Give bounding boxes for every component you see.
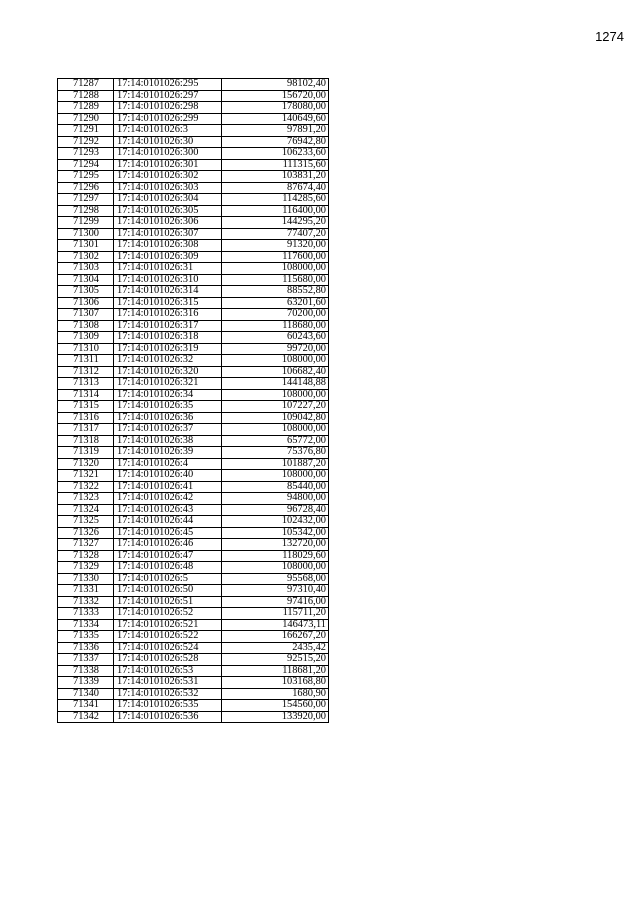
cadastral-value-cell: 118680,00 bbox=[222, 320, 329, 332]
table-row bbox=[58, 435, 329, 447]
table-row bbox=[58, 263, 329, 275]
cadastral-value-cell: 65772,00 bbox=[222, 435, 329, 447]
row-number-cell: 71332 bbox=[58, 596, 114, 608]
table-row bbox=[58, 608, 329, 620]
cadastral-value-cell: 103168,80 bbox=[222, 677, 329, 689]
table-row bbox=[58, 205, 329, 217]
cadastral-number-cell: 17:14:0101026:32 bbox=[114, 355, 222, 367]
cadastral-value-cell: 91320,00 bbox=[222, 240, 329, 252]
table-row bbox=[58, 642, 329, 654]
row-number-cell: 71311 bbox=[58, 355, 114, 367]
cadastral-number-cell: 17:14:0101026:34 bbox=[114, 389, 222, 401]
cadastral-number-cell: 17:14:0101026:35 bbox=[114, 401, 222, 413]
cadastral-value-cell: 114285,60 bbox=[222, 194, 329, 206]
cadastral-value-cell: 144148,88 bbox=[222, 378, 329, 390]
cadastral-value-table bbox=[57, 78, 329, 723]
cadastral-value-cell: 99720,00 bbox=[222, 343, 329, 355]
cadastral-number-cell: 17:14:0101026:3 bbox=[114, 125, 222, 137]
cadastral-number-cell: 17:14:0101026:36 bbox=[114, 412, 222, 424]
cadastral-number-cell: 17:14:0101026:302 bbox=[114, 171, 222, 183]
table-row bbox=[58, 286, 329, 298]
row-number-cell: 71309 bbox=[58, 332, 114, 344]
cadastral-number-cell: 17:14:0101026:524 bbox=[114, 642, 222, 654]
row-number-cell: 71294 bbox=[58, 159, 114, 171]
cadastral-value-cell: 108000,00 bbox=[222, 263, 329, 275]
row-number-cell: 71291 bbox=[58, 125, 114, 137]
row-number-cell: 71325 bbox=[58, 516, 114, 528]
cadastral-value-cell: 140649,60 bbox=[222, 113, 329, 125]
cadastral-value-cell: 108000,00 bbox=[222, 389, 329, 401]
cadastral-number-cell: 17:14:0101026:535 bbox=[114, 700, 222, 712]
cadastral-value-cell: 118029,60 bbox=[222, 550, 329, 562]
cadastral-value-cell: 1680,90 bbox=[222, 688, 329, 700]
cadastral-value-cell: 60243,60 bbox=[222, 332, 329, 344]
cadastral-value-cell: 88552,80 bbox=[222, 286, 329, 298]
cadastral-number-cell: 17:14:0101026:305 bbox=[114, 205, 222, 217]
row-number-cell: 71317 bbox=[58, 424, 114, 436]
table-row bbox=[58, 79, 329, 91]
row-number-cell: 71307 bbox=[58, 309, 114, 321]
cadastral-value-cell: 107227,20 bbox=[222, 401, 329, 413]
table-row bbox=[58, 504, 329, 516]
row-number-cell: 71337 bbox=[58, 654, 114, 666]
row-number-cell: 71341 bbox=[58, 700, 114, 712]
cadastral-number-cell: 17:14:0101026:532 bbox=[114, 688, 222, 700]
cadastral-value-cell: 105342,00 bbox=[222, 527, 329, 539]
row-number-cell: 71314 bbox=[58, 389, 114, 401]
row-number-cell: 71335 bbox=[58, 631, 114, 643]
page-number: 1274 bbox=[595, 29, 624, 44]
cadastral-value-cell: 144295,20 bbox=[222, 217, 329, 229]
table-row bbox=[58, 665, 329, 677]
cadastral-number-cell: 17:14:0101026:43 bbox=[114, 504, 222, 516]
row-number-cell: 71305 bbox=[58, 286, 114, 298]
row-number-cell: 71331 bbox=[58, 585, 114, 597]
table-row bbox=[58, 251, 329, 263]
cadastral-value-cell: 115711,20 bbox=[222, 608, 329, 620]
cadastral-value-cell: 132720,00 bbox=[222, 539, 329, 551]
row-number-cell: 71287 bbox=[58, 79, 114, 91]
row-number-cell: 71334 bbox=[58, 619, 114, 631]
cadastral-value-cell: 70200,00 bbox=[222, 309, 329, 321]
table-row bbox=[58, 297, 329, 309]
table-row bbox=[58, 343, 329, 355]
cadastral-number-cell: 17:14:0101026:310 bbox=[114, 274, 222, 286]
table-row bbox=[58, 573, 329, 585]
cadastral-value-cell: 103831,20 bbox=[222, 171, 329, 183]
row-number-cell: 71292 bbox=[58, 136, 114, 148]
table-row bbox=[58, 677, 329, 689]
cadastral-value-cell: 102432,00 bbox=[222, 516, 329, 528]
cadastral-number-cell: 17:14:0101026:307 bbox=[114, 228, 222, 240]
table-row bbox=[58, 493, 329, 505]
cadastral-number-cell: 17:14:0101026:300 bbox=[114, 148, 222, 160]
table-row bbox=[58, 125, 329, 137]
cadastral-value-cell: 92515,20 bbox=[222, 654, 329, 666]
cadastral-value-cell: 97310,40 bbox=[222, 585, 329, 597]
table-row bbox=[58, 148, 329, 160]
cadastral-value-cell: 166267,20 bbox=[222, 631, 329, 643]
table-row bbox=[58, 355, 329, 367]
row-number-cell: 71312 bbox=[58, 366, 114, 378]
row-number-cell: 71306 bbox=[58, 297, 114, 309]
table-row bbox=[58, 389, 329, 401]
row-number-cell: 71293 bbox=[58, 148, 114, 160]
cadastral-number-cell: 17:14:0101026:319 bbox=[114, 343, 222, 355]
cadastral-value-cell: 63201,60 bbox=[222, 297, 329, 309]
row-number-cell: 71303 bbox=[58, 263, 114, 275]
table-row bbox=[58, 447, 329, 459]
cadastral-value-cell: 85440,00 bbox=[222, 481, 329, 493]
table-row bbox=[58, 171, 329, 183]
row-number-cell: 71299 bbox=[58, 217, 114, 229]
cadastral-number-cell: 17:14:0101026:53 bbox=[114, 665, 222, 677]
cadastral-value-cell: 108000,00 bbox=[222, 424, 329, 436]
row-number-cell: 71326 bbox=[58, 527, 114, 539]
cadastral-number-cell: 17:14:0101026:521 bbox=[114, 619, 222, 631]
cadastral-value-cell: 115680,00 bbox=[222, 274, 329, 286]
row-number-cell: 71342 bbox=[58, 711, 114, 723]
cadastral-number-cell: 17:14:0101026:317 bbox=[114, 320, 222, 332]
row-number-cell: 71304 bbox=[58, 274, 114, 286]
cadastral-number-cell: 17:14:0101026:51 bbox=[114, 596, 222, 608]
row-number-cell: 71329 bbox=[58, 562, 114, 574]
cadastral-number-cell: 17:14:0101026:298 bbox=[114, 102, 222, 114]
cadastral-value-cell: 2435,42 bbox=[222, 642, 329, 654]
row-number-cell: 71301 bbox=[58, 240, 114, 252]
table-row bbox=[58, 136, 329, 148]
table-row bbox=[58, 401, 329, 413]
cadastral-value-cell: 108000,00 bbox=[222, 470, 329, 482]
row-number-cell: 71313 bbox=[58, 378, 114, 390]
row-number-cell: 71290 bbox=[58, 113, 114, 125]
cadastral-number-cell: 17:14:0101026:308 bbox=[114, 240, 222, 252]
row-number-cell: 71338 bbox=[58, 665, 114, 677]
cadastral-number-cell: 17:14:0101026:522 bbox=[114, 631, 222, 643]
table-row bbox=[58, 217, 329, 229]
table-row bbox=[58, 562, 329, 574]
table-row bbox=[58, 596, 329, 608]
cadastral-value-cell: 98102,40 bbox=[222, 79, 329, 91]
row-number-cell: 71319 bbox=[58, 447, 114, 459]
table-row bbox=[58, 159, 329, 171]
cadastral-number-cell: 17:14:0101026:31 bbox=[114, 263, 222, 275]
cadastral-value-cell: 97891,20 bbox=[222, 125, 329, 137]
row-number-cell: 71308 bbox=[58, 320, 114, 332]
row-number-cell: 71318 bbox=[58, 435, 114, 447]
table-row bbox=[58, 585, 329, 597]
row-number-cell: 71316 bbox=[58, 412, 114, 424]
cadastral-value-cell: 108000,00 bbox=[222, 355, 329, 367]
row-number-cell: 71321 bbox=[58, 470, 114, 482]
table-row bbox=[58, 113, 329, 125]
table-row bbox=[58, 412, 329, 424]
table-row bbox=[58, 102, 329, 114]
cadastral-value-cell: 75376,80 bbox=[222, 447, 329, 459]
table-row bbox=[58, 458, 329, 470]
cadastral-number-cell: 17:14:0101026:5 bbox=[114, 573, 222, 585]
row-number-cell: 71340 bbox=[58, 688, 114, 700]
cadastral-number-cell: 17:14:0101026:4 bbox=[114, 458, 222, 470]
cadastral-number-cell: 17:14:0101026:531 bbox=[114, 677, 222, 689]
table-row bbox=[58, 194, 329, 206]
table-row bbox=[58, 274, 329, 286]
table-row bbox=[58, 182, 329, 194]
cadastral-number-cell: 17:14:0101026:309 bbox=[114, 251, 222, 263]
row-number-cell: 71288 bbox=[58, 90, 114, 102]
row-number-cell: 71324 bbox=[58, 504, 114, 516]
cadastral-number-cell: 17:14:0101026:303 bbox=[114, 182, 222, 194]
row-number-cell: 71328 bbox=[58, 550, 114, 562]
cadastral-number-cell: 17:14:0101026:38 bbox=[114, 435, 222, 447]
table-row bbox=[58, 481, 329, 493]
cadastral-value-cell: 87674,40 bbox=[222, 182, 329, 194]
row-number-cell: 71333 bbox=[58, 608, 114, 620]
table-row bbox=[58, 366, 329, 378]
row-number-cell: 71289 bbox=[58, 102, 114, 114]
cadastral-number-cell: 17:14:0101026:297 bbox=[114, 90, 222, 102]
cadastral-value-cell: 97416,00 bbox=[222, 596, 329, 608]
row-number-cell: 71336 bbox=[58, 642, 114, 654]
row-number-cell: 71298 bbox=[58, 205, 114, 217]
cadastral-number-cell: 17:14:0101026:304 bbox=[114, 194, 222, 206]
cadastral-number-cell: 17:14:0101026:47 bbox=[114, 550, 222, 562]
cadastral-number-cell: 17:14:0101026:40 bbox=[114, 470, 222, 482]
cadastral-number-cell: 17:14:0101026:46 bbox=[114, 539, 222, 551]
row-number-cell: 71315 bbox=[58, 401, 114, 413]
cadastral-number-cell: 17:14:0101026:45 bbox=[114, 527, 222, 539]
table-row bbox=[58, 711, 329, 723]
cadastral-value-cell: 156720,00 bbox=[222, 90, 329, 102]
cadastral-value-cell: 96728,40 bbox=[222, 504, 329, 516]
table-row bbox=[58, 470, 329, 482]
table-row bbox=[58, 240, 329, 252]
cadastral-value-cell: 178080,00 bbox=[222, 102, 329, 114]
cadastral-value-cell: 116400,00 bbox=[222, 205, 329, 217]
cadastral-number-cell: 17:14:0101026:42 bbox=[114, 493, 222, 505]
cadastral-value-cell: 106682,40 bbox=[222, 366, 329, 378]
row-number-cell: 71327 bbox=[58, 539, 114, 551]
row-number-cell: 71296 bbox=[58, 182, 114, 194]
row-number-cell: 71330 bbox=[58, 573, 114, 585]
cadastral-number-cell: 17:14:0101026:37 bbox=[114, 424, 222, 436]
cadastral-number-cell: 17:14:0101026:528 bbox=[114, 654, 222, 666]
cadastral-value-cell: 108000,00 bbox=[222, 562, 329, 574]
row-number-cell: 71339 bbox=[58, 677, 114, 689]
table-row bbox=[58, 550, 329, 562]
table-row bbox=[58, 619, 329, 631]
cadastral-value-cell: 109042,80 bbox=[222, 412, 329, 424]
row-number-cell: 71322 bbox=[58, 481, 114, 493]
cadastral-number-cell: 17:14:0101026:306 bbox=[114, 217, 222, 229]
cadastral-number-cell: 17:14:0101026:316 bbox=[114, 309, 222, 321]
table-row bbox=[58, 527, 329, 539]
table-row bbox=[58, 516, 329, 528]
table-row bbox=[58, 539, 329, 551]
cadastral-value-cell: 154560,00 bbox=[222, 700, 329, 712]
row-number-cell: 71320 bbox=[58, 458, 114, 470]
cadastral-value-cell: 146473,11 bbox=[222, 619, 329, 631]
cadastral-number-cell: 17:14:0101026:41 bbox=[114, 481, 222, 493]
row-number-cell: 71323 bbox=[58, 493, 114, 505]
row-number-cell: 71310 bbox=[58, 343, 114, 355]
cadastral-value-cell: 76942,80 bbox=[222, 136, 329, 148]
table-row bbox=[58, 228, 329, 240]
cadastral-number-cell: 17:14:0101026:50 bbox=[114, 585, 222, 597]
cadastral-number-cell: 17:14:0101026:295 bbox=[114, 79, 222, 91]
cadastral-value-cell: 94800,00 bbox=[222, 493, 329, 505]
table-row bbox=[58, 309, 329, 321]
cadastral-number-cell: 17:14:0101026:315 bbox=[114, 297, 222, 309]
row-number-cell: 71295 bbox=[58, 171, 114, 183]
cadastral-number-cell: 17:14:0101026:52 bbox=[114, 608, 222, 620]
cadastral-value-cell: 101887,20 bbox=[222, 458, 329, 470]
row-number-cell: 71302 bbox=[58, 251, 114, 263]
cadastral-value-cell: 111315,60 bbox=[222, 159, 329, 171]
table-row bbox=[58, 320, 329, 332]
cadastral-number-cell: 17:14:0101026:320 bbox=[114, 366, 222, 378]
table-row bbox=[58, 688, 329, 700]
cadastral-number-cell: 17:14:0101026:301 bbox=[114, 159, 222, 171]
cadastral-number-cell: 17:14:0101026:44 bbox=[114, 516, 222, 528]
table-row bbox=[58, 654, 329, 666]
table-row bbox=[58, 700, 329, 712]
table-row bbox=[58, 424, 329, 436]
cadastral-number-cell: 17:14:0101026:299 bbox=[114, 113, 222, 125]
cadastral-value-cell: 117600,00 bbox=[222, 251, 329, 263]
cadastral-value-cell: 106233,60 bbox=[222, 148, 329, 160]
cadastral-value-cell: 95568,00 bbox=[222, 573, 329, 585]
cadastral-number-cell: 17:14:0101026:39 bbox=[114, 447, 222, 459]
cadastral-number-cell: 17:14:0101026:30 bbox=[114, 136, 222, 148]
cadastral-number-cell: 17:14:0101026:318 bbox=[114, 332, 222, 344]
table-row bbox=[58, 332, 329, 344]
cadastral-number-cell: 17:14:0101026:321 bbox=[114, 378, 222, 390]
table-row bbox=[58, 90, 329, 102]
table-row bbox=[58, 378, 329, 390]
cadastral-value-cell: 133920,00 bbox=[222, 711, 329, 723]
cadastral-number-cell: 17:14:0101026:536 bbox=[114, 711, 222, 723]
row-number-cell: 71300 bbox=[58, 228, 114, 240]
table-body bbox=[58, 79, 329, 723]
cadastral-value-cell: 77407,20 bbox=[222, 228, 329, 240]
row-number-cell: 71297 bbox=[58, 194, 114, 206]
cadastral-number-cell: 17:14:0101026:48 bbox=[114, 562, 222, 574]
cadastral-number-cell: 17:14:0101026:314 bbox=[114, 286, 222, 298]
table-row bbox=[58, 631, 329, 643]
cadastral-value-cell: 118681,20 bbox=[222, 665, 329, 677]
